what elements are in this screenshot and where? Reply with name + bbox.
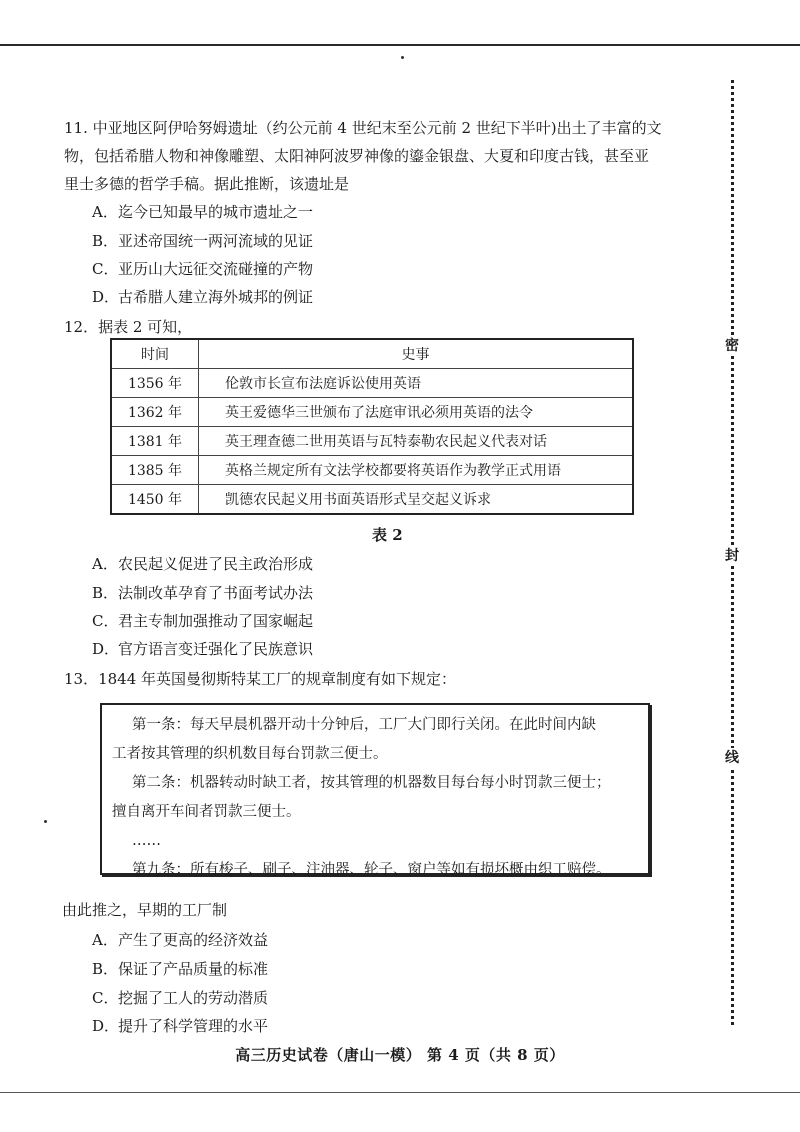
top-rule [0, 44, 800, 46]
scan-speck [44, 820, 47, 823]
rule-1-line1: 第一条：每天早晨机器开动十分钟后，工厂大门即行关闭。在此时间内缺 [132, 717, 596, 733]
q12-option-a[interactable]: A．农民起义促进了民主政治形成 [92, 555, 314, 573]
table-row [111, 369, 633, 398]
bottom-rule [0, 1092, 800, 1093]
rule-1-line2: 工者按其管理的织机数目每台罚款三便士。 [112, 746, 388, 762]
table-cell-year: 1362 年 [111, 398, 199, 427]
scan-speck [401, 56, 404, 59]
q11-option-a[interactable]: A．迄今已知最早的城市遗址之一 [92, 203, 314, 221]
factory-rules-box [100, 703, 650, 878]
table-caption: 表 2 [372, 526, 403, 544]
q11-stem-line2: 物，包括希腊人物和神像雕塑、太阳神阿波罗神像的鎏金银盘、大夏和印度古钱，甚至亚 [64, 147, 650, 165]
table-row [111, 427, 633, 456]
table-row [111, 398, 633, 427]
table-header-row [111, 339, 633, 369]
q13-conclusion: 由此推之，早期的工厂制 [62, 901, 228, 919]
table-cell-year: 1381 年 [111, 427, 199, 456]
table-cell-event: 凯德农民起义用书面英语形式呈交起义诉求 [199, 485, 634, 515]
table-row [111, 456, 633, 485]
q11-stem-line1: 中亚地区阿伊哈努姆遗址（约公元前 4 世纪末至公元前 2 世纪下半叶)出土了丰富的文 [92, 119, 662, 137]
binding-mark-feng: 封 [722, 546, 742, 566]
q11-option-c[interactable]: C．亚历山大远征交流碰撞的产物 [92, 260, 314, 278]
q11-number: 11. [64, 119, 88, 137]
q13-number: 13． [64, 670, 99, 688]
table-row [111, 485, 633, 515]
rules-ellipsis: …… [132, 833, 161, 849]
history-table [110, 338, 634, 515]
rule-2-line1: 第二条：机器转动时缺工者，按其管理的机器数目每台每小时罚款三便士； [132, 775, 611, 791]
q13-option-a[interactable]: A．产生了更高的经济效益 [92, 931, 269, 949]
binding-mark-mi: 密 [722, 336, 742, 356]
table-cell-event: 英格兰规定所有文法学校都要将英语作为教学正式用语 [199, 456, 634, 485]
q12-option-c[interactable]: C．君主专制加强推动了国家崛起 [92, 612, 314, 630]
table-header-time: 时间 [111, 339, 199, 369]
page-footer: 高三历史试卷（唐山一模） 第 4 页（共 8 页） [235, 1046, 565, 1064]
q12-stem [64, 313, 192, 341]
table-cell-year: 1385 年 [111, 456, 199, 485]
rule-9: 第九条：所有梭子、刷子、注油器、轮子、窗户等如有损坏概由织工赔偿。 [132, 862, 611, 878]
q11-option-d[interactable]: D．古希腊人建立海外城邦的例证 [92, 288, 314, 306]
table-cell-event: 英王爱德华三世颁布了法庭审讯必须用英语的法令 [199, 398, 634, 427]
q11-stem-line3: 里士多德的哲学手稿。据此推断，该遗址是 [64, 175, 350, 193]
table-cell-year: 1450 年 [111, 485, 199, 515]
table-cell-event: 英王理查德二世用英语与瓦特泰勒农民起义代表对话 [199, 427, 634, 456]
table-cell-year: 1356 年 [111, 369, 199, 398]
q13-stem-text: 1844 年英国曼彻斯特某工厂的规章制度有如下规定： [98, 670, 457, 688]
rule-2-line2: 擅自离开车间者罚款三便士。 [112, 804, 301, 820]
q11-stem [64, 114, 724, 198]
q12-option-b[interactable]: B．法制改革孕育了书面考试办法 [92, 584, 314, 602]
q12-number: 12． [64, 318, 99, 336]
q13-stem [64, 665, 456, 693]
q12-option-d[interactable]: D．官方语言变迁强化了民族意识 [92, 640, 314, 658]
table-header-event: 史事 [199, 339, 634, 369]
q11-option-b[interactable]: B．亚述帝国统一两河流域的见证 [92, 232, 314, 250]
binding-mark-xian: 线 [722, 748, 742, 768]
table-cell-event: 伦敦市长宣布法庭诉讼使用英语 [199, 369, 634, 398]
q13-option-b[interactable]: B．保证了产品质量的标准 [92, 960, 269, 978]
q13-option-c[interactable]: C．挖掘了工人的劳动潜质 [92, 989, 269, 1007]
q12-stem-text: 据表 2 可知， [98, 318, 193, 336]
q13-option-d[interactable]: D．提升了科学管理的水平 [92, 1017, 269, 1035]
